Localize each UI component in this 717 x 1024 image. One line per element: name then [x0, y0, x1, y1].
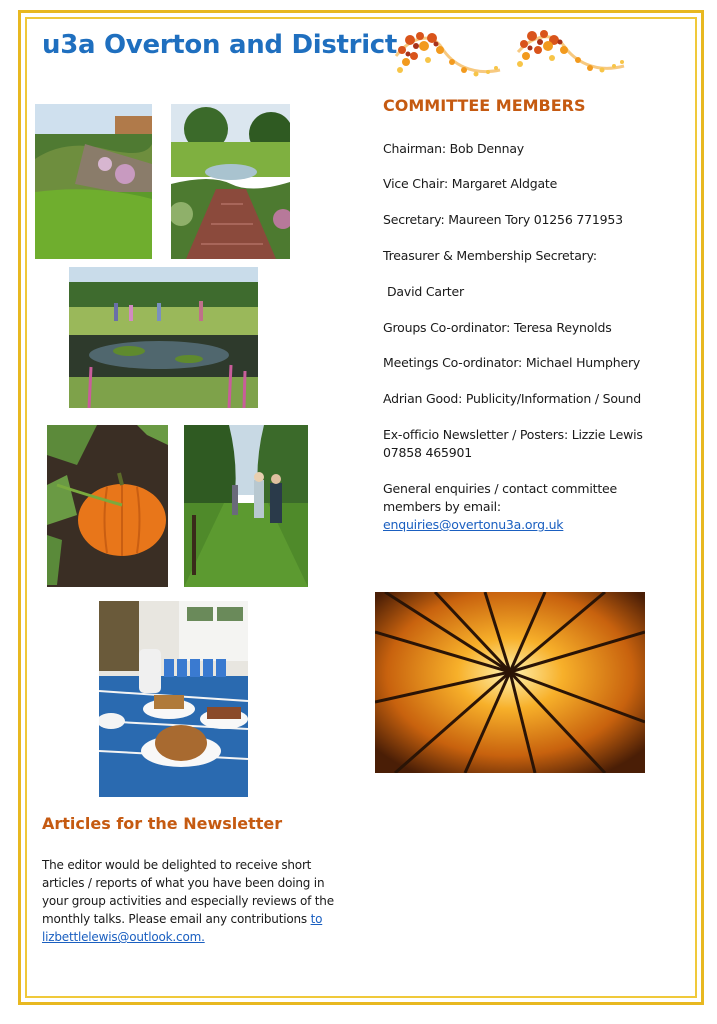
committee-meetings-coordinator: Meetings Co-ordinator: Michael Humphery [383, 355, 641, 370]
photo-garden-terrace [35, 104, 152, 259]
committee-treasurer: Treasurer & Membership Secretary: [383, 248, 597, 263]
photo-garden-path [171, 104, 290, 259]
page-title: u3a Overton and District [42, 30, 398, 60]
committee-newsletter-phone: 07858 465901 [383, 445, 473, 460]
committee-chairman: Chairman: Bob Dennay [383, 141, 524, 156]
committee-section [383, 96, 673, 115]
committee-newsletter: Ex-officio Newsletter / Posters: Lizzie Lewis [383, 427, 643, 442]
enquiries-email-link[interactable]: enquiries@overtonu3a.org.uk [383, 517, 564, 532]
articles-email-link[interactable]: to lizbettlelewis@outlook.com. [42, 912, 323, 944]
autumn-leaves-decoration-left [392, 26, 504, 86]
photo-pumpkin [47, 425, 168, 587]
committee-publicity: Adrian Good: Publicity/Information / Sound [383, 391, 641, 406]
photo-tea-and-cakes [99, 601, 248, 797]
articles-heading: Articles for the Newsletter [42, 814, 283, 833]
committee-vice-chair: Vice Chair: Margaret Aldgate [383, 176, 558, 191]
photo-pond-visitors [69, 267, 258, 408]
articles-body-text: The editor would be delighted to receive short articles / reports of what you have been doing in your group activities and especially reviews of the monthly talks. Please email any contributions [42, 858, 334, 926]
autumn-leaves-decoration-right [514, 26, 626, 86]
committee-groups-coordinator: Groups Co-ordinator: Teresa Reynolds [383, 320, 612, 335]
photo-autumn-canopy [375, 592, 645, 773]
committee-enquiries-cont: members by email: [383, 499, 501, 514]
committee-enquiries: General enquiries / contact committee [383, 481, 618, 496]
committee-secretary: Secretary: Maureen Tory 01256 771953 [383, 212, 623, 227]
photo-tree-avenue [184, 425, 308, 587]
articles-body [42, 856, 352, 946]
committee-treasurer-name: David Carter [387, 284, 464, 299]
committee-heading: COMMITTEE MEMBERS [383, 96, 586, 115]
